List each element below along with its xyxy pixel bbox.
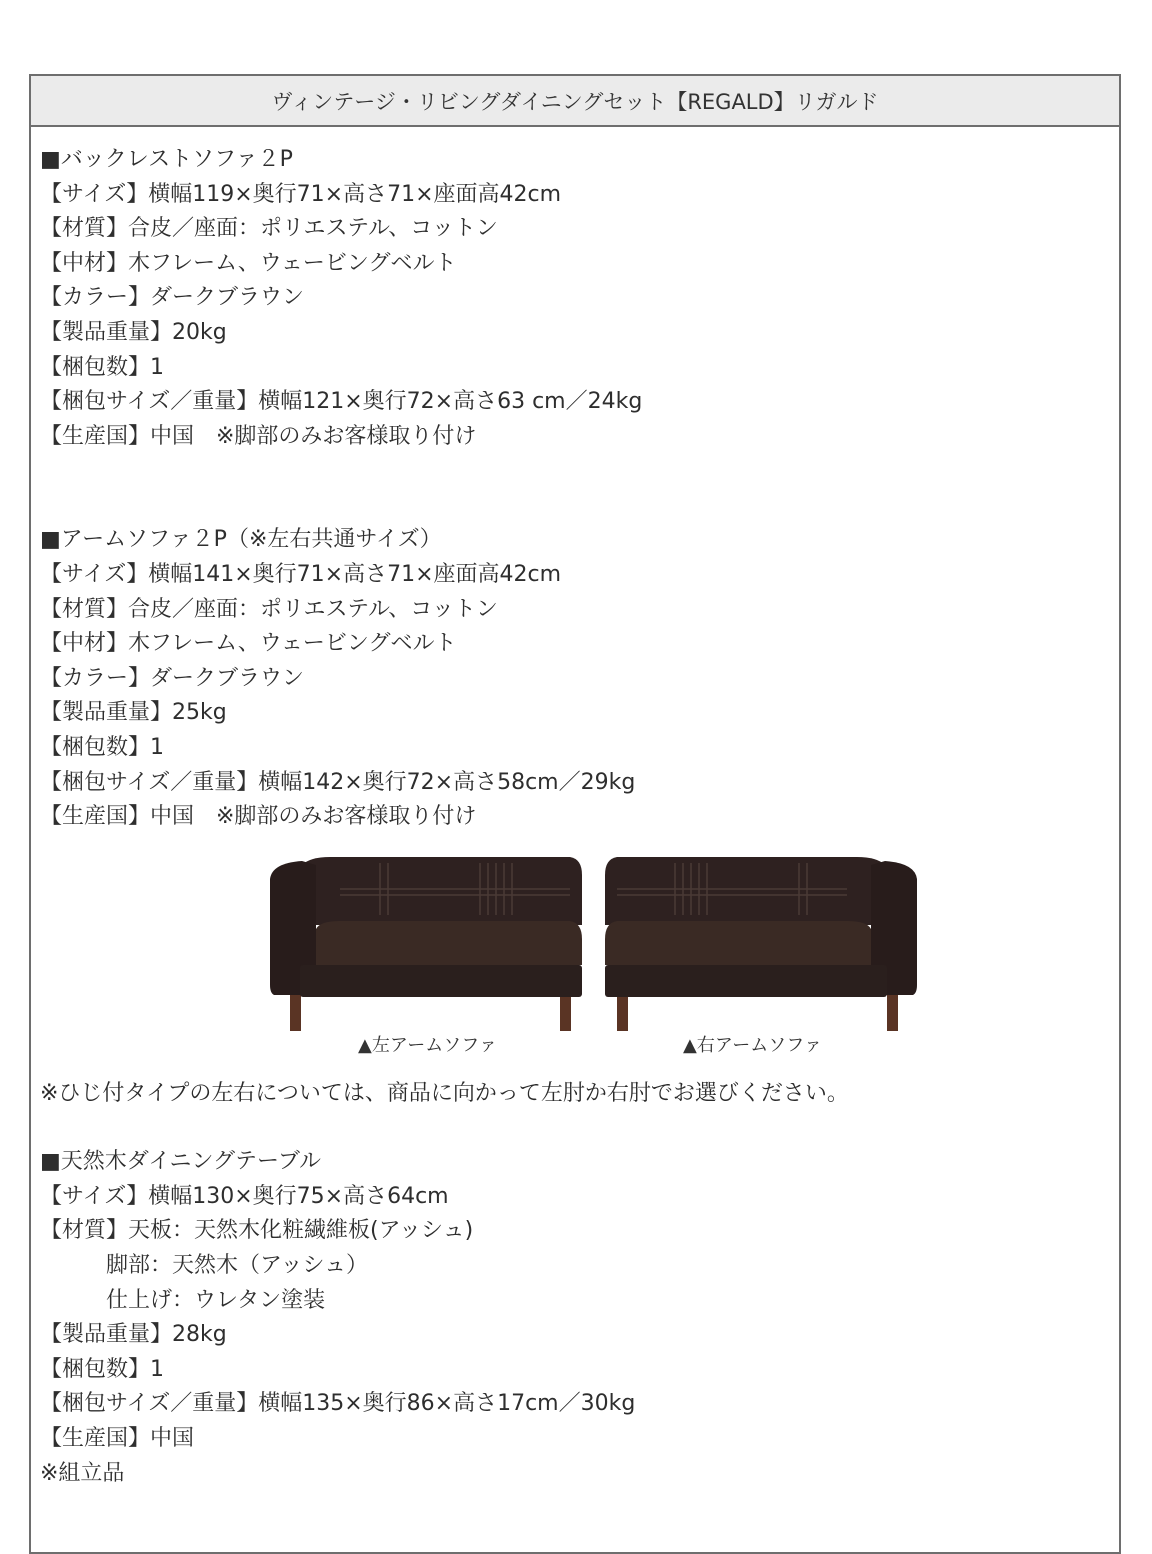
armrest-note: ※ひじ付タイプの左右については、商品に向かって左肘か右肘でお選びください。 bbox=[40, 1080, 849, 1106]
spec-line: ※組立品 bbox=[40, 1460, 125, 1486]
spec-line: 【製品重量】20kg bbox=[40, 319, 227, 345]
right-arm-sofa-image bbox=[605, 855, 917, 1033]
sofa-base bbox=[300, 965, 582, 997]
left-arm-sofa-image bbox=[270, 855, 582, 1033]
sofa-leg bbox=[887, 995, 898, 1031]
spacer bbox=[40, 1111, 1119, 1145]
spec-line: 脚部：天然木（アッシュ） bbox=[40, 1253, 369, 1279]
section-heading: ■天然木ダイニングテーブル bbox=[40, 1149, 322, 1175]
section-dining-table bbox=[40, 1145, 1119, 1491]
sofa-leg bbox=[617, 995, 628, 1031]
spec-line: 【生産国】中国 ※脚部のみお客様取り付け bbox=[40, 804, 477, 830]
spec-line: 【中材】木フレーム、ウェービングベルト bbox=[40, 250, 457, 276]
sofa-leg bbox=[290, 995, 301, 1031]
spec-line: 【梱包サイズ／重量】横幅142×奥行72×高さ58cm／29kg bbox=[40, 769, 636, 795]
spec-line: 【中材】木フレーム、ウェービングベルト bbox=[40, 631, 457, 657]
arm-sofa-photo bbox=[40, 843, 1119, 1073]
spec-line: 【カラー】ダークブラウン bbox=[40, 665, 305, 691]
sofa-seat bbox=[316, 921, 582, 965]
section-backrest-sofa bbox=[40, 143, 1119, 454]
spec-line: 【梱包数】1 bbox=[40, 734, 164, 760]
spec-line: 【カラー】ダークブラウン bbox=[40, 285, 305, 311]
spec-line: 【生産国】中国 ※脚部のみお客様取り付け bbox=[40, 423, 477, 449]
sofa-back bbox=[302, 857, 582, 925]
spec-line: 【梱包サイズ／重量】横幅121×奥行72×高さ63 cm／24kg bbox=[40, 389, 643, 415]
right-sofa-caption: ▲右アームソファ bbox=[683, 1034, 822, 1056]
sofa-seat bbox=[605, 921, 871, 965]
spec-line: 【サイズ】横幅141×奥行71×高さ71×座面高42cm bbox=[40, 561, 562, 587]
spec-line: 【材質】合皮／座面：ポリエステル、コットン bbox=[40, 596, 498, 622]
spec-line: 【製品重量】25kg bbox=[40, 700, 227, 726]
spec-table bbox=[29, 74, 1121, 1554]
spacer bbox=[40, 454, 1119, 523]
spec-line: 【サイズ】横幅119×奥行71×高さ71×座面高42cm bbox=[40, 181, 562, 207]
spec-line: 【梱包数】1 bbox=[40, 354, 164, 380]
spec-line: 【梱包サイズ／重量】横幅135×奥行86×高さ17cm／30kg bbox=[40, 1391, 636, 1417]
spec-line: 【材質】合皮／座面：ポリエステル、コットン bbox=[40, 216, 498, 242]
section-heading: ■バックレストソファ２P bbox=[40, 147, 293, 172]
spec-line: 【生産国】中国 bbox=[40, 1426, 195, 1452]
spec-line: 【サイズ】横幅130×奥行75×高さ64cm bbox=[40, 1183, 449, 1209]
section-arm-sofa bbox=[40, 523, 1119, 834]
sofa-leg bbox=[560, 995, 571, 1031]
spec-line: 仕上げ：ウレタン塗装 bbox=[40, 1287, 326, 1313]
spec-line: 【材質】天板：天然木化粧繊維板(アッシュ) bbox=[40, 1218, 474, 1244]
spec-content bbox=[31, 127, 1119, 1491]
spec-line: 【製品重量】28kg bbox=[40, 1322, 227, 1348]
left-sofa-caption: ▲左アームソファ bbox=[358, 1034, 497, 1056]
section-heading: ■アームソファ２P（※左右共通サイズ） bbox=[40, 527, 442, 553]
sofa-base bbox=[605, 965, 887, 997]
page-title: ヴィンテージ・リビングダイニングセット【REGALD】リガルド bbox=[31, 76, 1119, 127]
sofa-back bbox=[605, 857, 885, 925]
spec-line: 【梱包数】1 bbox=[40, 1356, 164, 1382]
